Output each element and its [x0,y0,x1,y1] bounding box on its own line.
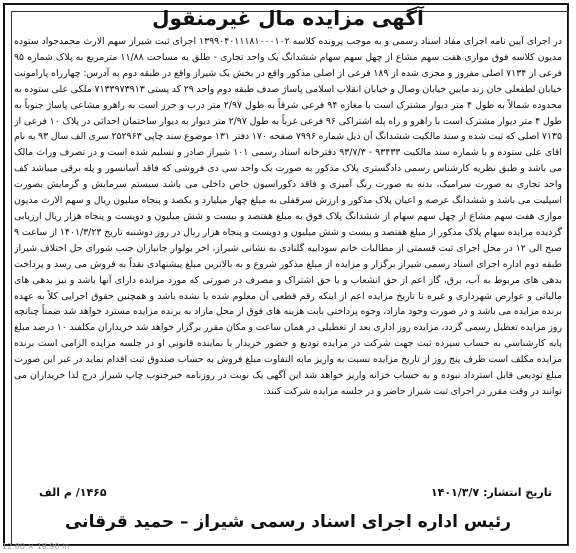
publish-date: تاریخ انتشار: ۱۴۰۱/۳/۷ [430,486,552,499]
reference-code: ۱۴۶۵/ م الف [39,486,107,499]
notice-title: آگهی مزایده مال غیرمنقول [152,6,424,30]
signature-line: رئیس اداره اجرای اسناد رسمی شیراز – حمید قرقانی [64,512,511,532]
image-dimensions-label: 12.80 × 18.90 in [2,542,70,551]
notice-body-paragraph: در اجرای آیین نامه اجرای مفاد اسناد رسمی و به موجب پرونده کلاسه ۱۳۹۹۰۴۰۱۱۱۸۱۰۰۰۱۰۲ اجرای ثبت شیراز سهم الارث محمدجواد ستوده مدیون کلاسه فوق موازی هفت سهم مشاع از چهل سهم سهام ششدانگ یک واحد تجاری - طلق به مساحت ۱۱/۸۸ مترمربع به پلاک شماره ۹۵ فرعی از ۷۱۳۴ اصلی مفروز و مجزی شده از ۱۸۹ فرعی از اصلی مذکور واقع در بخش یک شیراز واقع در طبقه دوم به آدرس: چهارراه پارامونت خیابان لطفعلی خان زند مابین خیابان وصال و خیابان انقلاب اسلامی پاساژ صدف طبقه دوم واحد ۲۹ کد پستی ۷۱۳۳۹۷۳۹۱۳ ملکی علی ستوده به محدوده شمالاً به طول ۴ متر دیوار مشترک است با مغازه ۹۴ فرعی شرقاً به طول ۲/۹۷ متر درب و حرز است به راهرو مشاعی پاساژ جنوباً به طول ۴ متر دیوار مشترک است با راهرو و راه پله اشتراکی ۹۶ فرعی غرباً به طول ۲/۹۷ متر دیوار به دیوار ساختمان احداثی در پلاک ۱۰ فرعی از ۷۱۳۵ اصلی که ثبت شده و سند مالکیت ششدانگ آن ذیل شماره ۷۹۹۶ صفحه ۱۷۰ دفتر ۱۳۱ موضوع سند چاپی ۲۵۲۹۶۳ سری الف سال ۹۳ به نام اقای علی ستوده و با شماره سند مالکیت ۹۳۴۳۳ - ۹۳/۷/۳ دفترخانه اسناد رسمی ۱۰۱ شیراز صادر و تسلیم شده است و در تصرف وراث مالک می باشد و طبق نظریه کارشناس رسمی دادگستری پلاک مذکور به صورت یک واحد سی دی فروشی که فاقد آسانسور و پله برقی میباشد کف واحد تجاری به صورت سرامیک، بدنه به صورت رنگ آمیزی و فاقد دکوراسیون خاص داخلی می باشد سیستم سرمایش و گرمایش بصورت اسپلیت می باشد و ششدانگ عرصه و اعیان پلاک مذکور و ارزش سرقفلی به مبلغ چهار میلیارد و یکصد و پنجاه میلیون ریال و سهم الارث مدیون موازی هفت سهم مشاع از چهل سهم سهام از ششدانگ پلاک فوق به مبلغ هفتصد و بیست و شش میلیون و دویست و پنجاه هزار ریال ارزیابی گردیده مزایده سهام پلاک مذکور از مبلغ هفتصد و بیست و شش میلیون و دویست و پنجاه هزار ریال در روز دوشنبه تاریخ ۱۴۰۱/۳/۲۳ از ساعت ۹ صبح الی ۱۲ در محل اجرای ثبت قسمتی از مطالبات خانم سوداییه گلنادی به نشانی شیراز، اخر بولوار جانبازان جنب شورای حل اختلاف شیراز طبقه دوم اداره اجرای اسناد رسمی شیراز برگزار و مزایده از مبلغ مذکور شروع و به بالاترین مبلغ پیشنهادی نقداً به فروش می رسد و پرداخت بدهی های مربوط به آب، برق، گاز اعم از حق انشعاب و یا حق اشتراک و مصرف در صورتی که مورد مزایده دارای آنها باشد و نیز بدهی های مالیاتی و عوارض شهرداری و غیره تا تاریخ مزایده اعم از اینکه رقم قطعی آن معلوم شده یا نشده باشد و همچنین حقوق اجرایی کلاً به عهده برنده مزایده می باشد و در صورت وجود مازاد، وجوه پرداختی بابت هزینه های فوق از محل مازاد به برنده مزایده مسترد خواهد شد ضمناً چنانچه روز مزایده تعطیل رسمی گردد، مزایده روز اداری بعد از تعطیلی در همان ساعت و مکان مقرر برگزار خواهد شد خریداران مکلفند ۱۰ درصد مبلغ پایه کارشناسی به حساب سپرده ثبت جهت شرکت در مزایده تودیع و حضور خریدار یا نماینده قانونی او در جلسه مزایده الزامی است برنده مزایده مکلف است ظرف پنج روز از تاریخ مزایده نسبت به واریز مابه التفاوت مبلغ فروش به حساب صندوق ثبت اقدام نماید در غیر این صورت مبلغ تودیعی قابل استرداد نبوده و به حساب خزانه واریز خواهد شد این آگهی یک نوبت در روزنامه خبرجنوب چاپ شیراز درج لذا خریداران می توانند در وقت مقرر در اجرای ثبت شیراز حاضر و در جلسه مزایده شرکت کنند. [14,36,562,397]
notice-footer-row [14,486,562,504]
notice-body [14,34,562,464]
